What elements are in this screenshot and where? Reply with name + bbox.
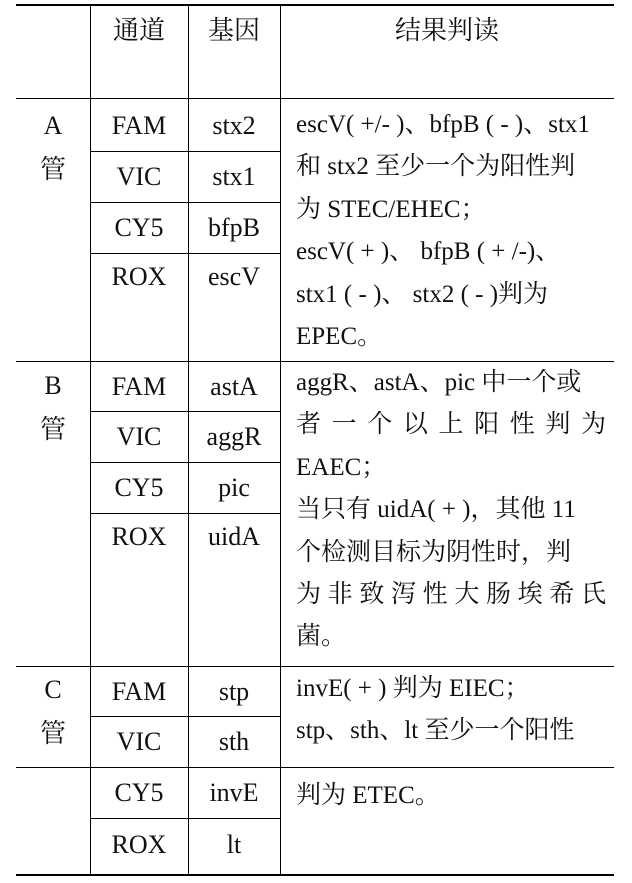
tube-letter: C bbox=[44, 675, 62, 704]
channel-cell: VIC bbox=[116, 422, 162, 451]
result-line: 为 STEC/EHEC； bbox=[296, 195, 486, 223]
result-line: 判为 ETEC。 bbox=[296, 782, 440, 809]
header-bottom-rule bbox=[16, 98, 614, 99]
tube-letter: B bbox=[44, 371, 62, 400]
gene-cell: sth bbox=[218, 727, 250, 756]
tube-word: 管 bbox=[39, 155, 66, 184]
channel-cell: CY5 bbox=[114, 778, 164, 807]
tube-letter: A bbox=[43, 111, 63, 140]
gene-cell: stx1 bbox=[212, 162, 256, 191]
header-result: 结果判读 bbox=[394, 16, 499, 45]
result-line: stx1 ( - )、 stx2 ( - )判为 bbox=[296, 280, 549, 308]
result-line: 和 stx2 至少一个为阳性判 bbox=[296, 153, 576, 181]
result-line: EPEC。 bbox=[296, 322, 383, 350]
table-bottom-rule bbox=[16, 874, 614, 876]
result-line: 当只有 uidA( + )，其他 11 bbox=[296, 496, 576, 524]
tube-label bbox=[16, 364, 90, 452]
tube-label bbox=[16, 104, 90, 192]
result-line: 个检测目标为阴性时，判 bbox=[296, 538, 572, 566]
result-line: stp、sth、lt 至少一个阳性 bbox=[296, 717, 575, 745]
result-line: invE( + ) 判为 EIEC； bbox=[296, 675, 530, 702]
result-text bbox=[296, 668, 606, 753]
gene-cell: aggR bbox=[206, 422, 262, 451]
result-line: escV( + )、 bfpB ( + /-)、 bbox=[296, 238, 561, 266]
gene-cell: uidA bbox=[208, 522, 260, 551]
gene-cell: bfpB bbox=[208, 213, 260, 242]
channel-cell: FAM bbox=[111, 371, 167, 401]
channel-cell: CY5 bbox=[114, 473, 164, 502]
gene-cell: pic bbox=[218, 473, 250, 502]
channel-cell: FAM bbox=[111, 676, 167, 706]
channel-cell: CY5 bbox=[114, 213, 164, 242]
gene-cell: stp bbox=[218, 676, 250, 706]
channel-cell: ROX bbox=[111, 262, 167, 291]
channel-cell: VIC bbox=[116, 727, 162, 756]
result-line: 者 一 个 以 上 阳 性 判 为 bbox=[296, 411, 606, 439]
tube-word: 管 bbox=[39, 719, 66, 748]
result-text bbox=[296, 362, 606, 659]
gene-cell: invE bbox=[209, 778, 259, 807]
gene-cell: escV bbox=[208, 262, 260, 291]
column-rule bbox=[280, 4, 281, 874]
channel-cell: ROX bbox=[111, 830, 167, 859]
result-text bbox=[296, 775, 606, 817]
header-gene: 基因 bbox=[207, 16, 260, 45]
result-line: aggR、astA、pic 中一个或 bbox=[296, 369, 582, 396]
result-text bbox=[296, 104, 606, 358]
result-line: 为非致泻性大肠埃希氏 bbox=[296, 580, 606, 608]
gene-cell: stx2 bbox=[212, 110, 256, 140]
gene-cell: astA bbox=[210, 371, 258, 401]
channel-cell: ROX bbox=[111, 522, 167, 551]
tube-word: 管 bbox=[39, 415, 66, 444]
result-line: EAEC； bbox=[296, 453, 387, 481]
result-line: escV( +/- )、bfpB ( - )、stx1 bbox=[296, 111, 590, 138]
gene-cell: lt bbox=[226, 830, 242, 859]
header-channel: 通道 bbox=[112, 16, 165, 45]
channel-cell: FAM bbox=[111, 110, 167, 140]
channel-cell: VIC bbox=[116, 162, 162, 191]
tube-label bbox=[16, 668, 90, 756]
result-line: 菌。 bbox=[296, 623, 347, 651]
